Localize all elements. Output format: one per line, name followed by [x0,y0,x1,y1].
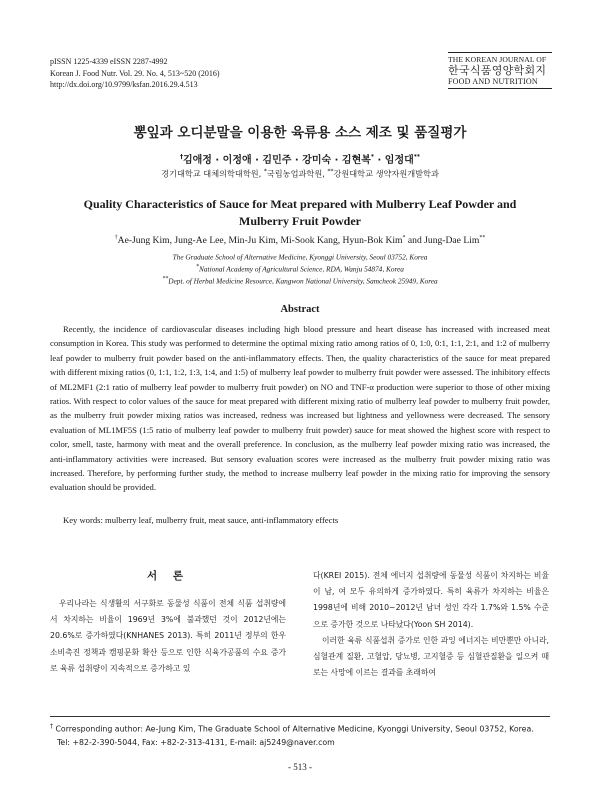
footnote-divider [50,716,550,717]
doi-link[interactable]: http://dx.doi.org/10.9799/ksfan.2016.29.4.513 [50,80,198,89]
author-names: Ae-Jung Kim, Jung-Ae Lee, Min-Ju Kim, Mi-Sook Kang, Hyun-Bok Kim [117,235,403,247]
citation-line: Korean J. Food Nutr. Vol. 29. No. 4, 513~520 (2016) [50,68,220,78]
affiliation-text: Dept. of Herbal Medicine Resource, Kangwon National University, Samcheok 25949, Korea [168,276,438,286]
footnote-contact: Tel: +82-2-390-5044, Fax: +82-2-313-4131, E-mail: aj5249@naver.com [57,737,335,747]
badge-rule-bottom [448,88,552,89]
body-column-right [313,568,549,681]
footnote-line [50,720,550,736]
author-mark: ** [413,153,421,161]
author-names: 임정대 [384,155,414,166]
authors-korean [0,151,600,166]
author-separator: · [374,155,385,166]
footnote-text: Corresponding author: Ae-Jung Kim, The Graduate School of Alternative Medicine, Kyonggi University, Seoul 03752, Korea. [55,724,534,734]
affiliation-mark: * [263,168,267,175]
author-mark: † [114,235,118,241]
journal-name-ko: 한국식품영양학회지 [448,64,547,77]
journal-name-en-1: THE KOREAN JOURNAL OF [448,55,547,64]
abstract-body: Recently, the incidence of cardiovascular diseases including high blood pressure and heart disease has increased with increased meat consumption in Korea. This study was performed to determine the optimal mixing ratio among ratios of 0, 1:0, 0:1, 1:1, 2:1, and 1:2 of mulberry leaf powder to mulberry fruit powder based on the anti-inflammatory effects. Then, the quality characteristics of the sauce for meat prepared with different mixing ratios (0, 1:1, 1:2, 1:3, 1:4, and 1:5) of mulberry leaf powder to mulberry fruit powder were assessed. The inhibitory effects of ML2MF1 (2:1 ratio of mulberry leaf powder to mulberry fruit powder) on NO and TNF-α production were superior to those of other mixing ratios. With respect to color values of the sauce for meat prepared with different mixing ratio of mulberry leaf powder to mulberry fruit powder, as the mulberry fruit powder mixing ratios was increased, redness was increased but lightness and yellowness were decreased. The sensory evaluation of ML1MF5S (1:5 ratio of mulberry leaf powder to mulberry fruit powder) sauce for meat showed the highest score with respect to color, smell, taste, harmony with meat and the overall preference. In conclusion, as the mulberry leaf powder mixing ratio was increased, the anti-inflammatory activities were increased. But sensory evaluation scores were increased as the mulberry fruit powder mixing ratio was increased. Therefore, by performing further study, the method to increase mulberry leaf powder in the mixing ratio for improving the sensory evaluation should be provided. [50,324,550,493]
affiliation-text: The Graduate School of Alternative Medicine, Kyonggi University, Seoul 03752, Korea [172,252,428,262]
page-number: - 513 - [288,762,312,772]
affiliation-text: 경기대학교 대체의학대학원, [161,168,264,179]
journal-logo [448,50,552,91]
affiliation-text: 국립농업과학원, [266,168,328,179]
affiliation-text: 강원대학교 생약자원개발학과 [333,168,439,179]
authors-english [0,235,600,246]
keywords: Key words: mulberry leaf, mulberry fruit, meat sauce, anti-inflammatory effects [63,515,339,525]
author-mark: † [179,153,183,161]
author-names: and Jung-Dae Lim [405,235,480,247]
affiliation-mark: * [196,264,200,270]
badge-rule-top [448,52,552,53]
affiliation-mark: ** [162,276,169,282]
affiliations-korean [0,168,600,180]
section-heading-introduction: 서 론 [147,570,189,582]
title-english: Quality Characteristics of Sauce for Meat prepared with Mulberry Leaf Powder and Mulberry Fruit Powder [83,197,517,228]
affiliation-english [0,252,600,261]
affiliation-text: National Academy of Agricultural Science, RDA, Wanju 54874, Korea [199,264,404,274]
body-paragraph: 이러한 육류 식품섭취 증가로 인한 과잉 에너지는 비만뿐만 아니라, 심혈관계 질환, 고혈압, 당뇨병, 고지혈증 등 심혈관질환을 일으켜 때로는 사망에 이르는 결과를 초래하여 [313,635,549,678]
journal-name-en-2: FOOD AND NUTRITION [448,77,538,86]
footnote-mark: † [50,723,53,730]
author-mark: * [370,153,375,161]
corresponding-author-footnote [50,720,550,749]
title-korean: 뽕잎과 오디분말을 이용한 육류용 소스 제조 및 품질평가 [133,125,467,141]
issn-line: pISSN 1225-4339 eISSN 2287-4992 [50,57,168,66]
author-mark: ** [479,235,486,241]
body-paragraph: 다(KREI 2015). 전체 에너지 섭취량에 동물성 식품이 차지하는 비율이 남, 여 모두 유의하게 증가하였다. 특히 육류가 차지하는 비율은 1998년에 비해 2010~2012년 남녀 성인 각각 1.7%와 1.5% 수준으로 증가한 것으로 나타났다(Yoon SH 2014). [313,571,549,629]
body-paragraph: 우리나라는 식생활의 서구화로 동물성 식품이 전체 식품 섭취량에서 차지하는 비율이 1969년 3%에 불과했던 것이 2012년에는 20.6%로 증가하였다(KNHANES 2013). 특히 2011년 정부의 한우 소비촉진 정책과 캠핑문화 확산 등으로 인한 식육가공품의 수요 증가로 육류 섭취량이 지속적으로 증가하고 있 [50,599,286,673]
affiliation-mark: ** [327,168,334,175]
author-names: 김애정 · 이정애 · 김민주 · 강미숙 · 김현복 [182,155,371,166]
publication-info [50,56,220,91]
author-mark: * [402,235,406,241]
affiliation-english [0,264,600,273]
abstract-heading: Abstract [280,304,320,315]
body-column-left [50,568,286,677]
affiliation-english [0,276,600,285]
